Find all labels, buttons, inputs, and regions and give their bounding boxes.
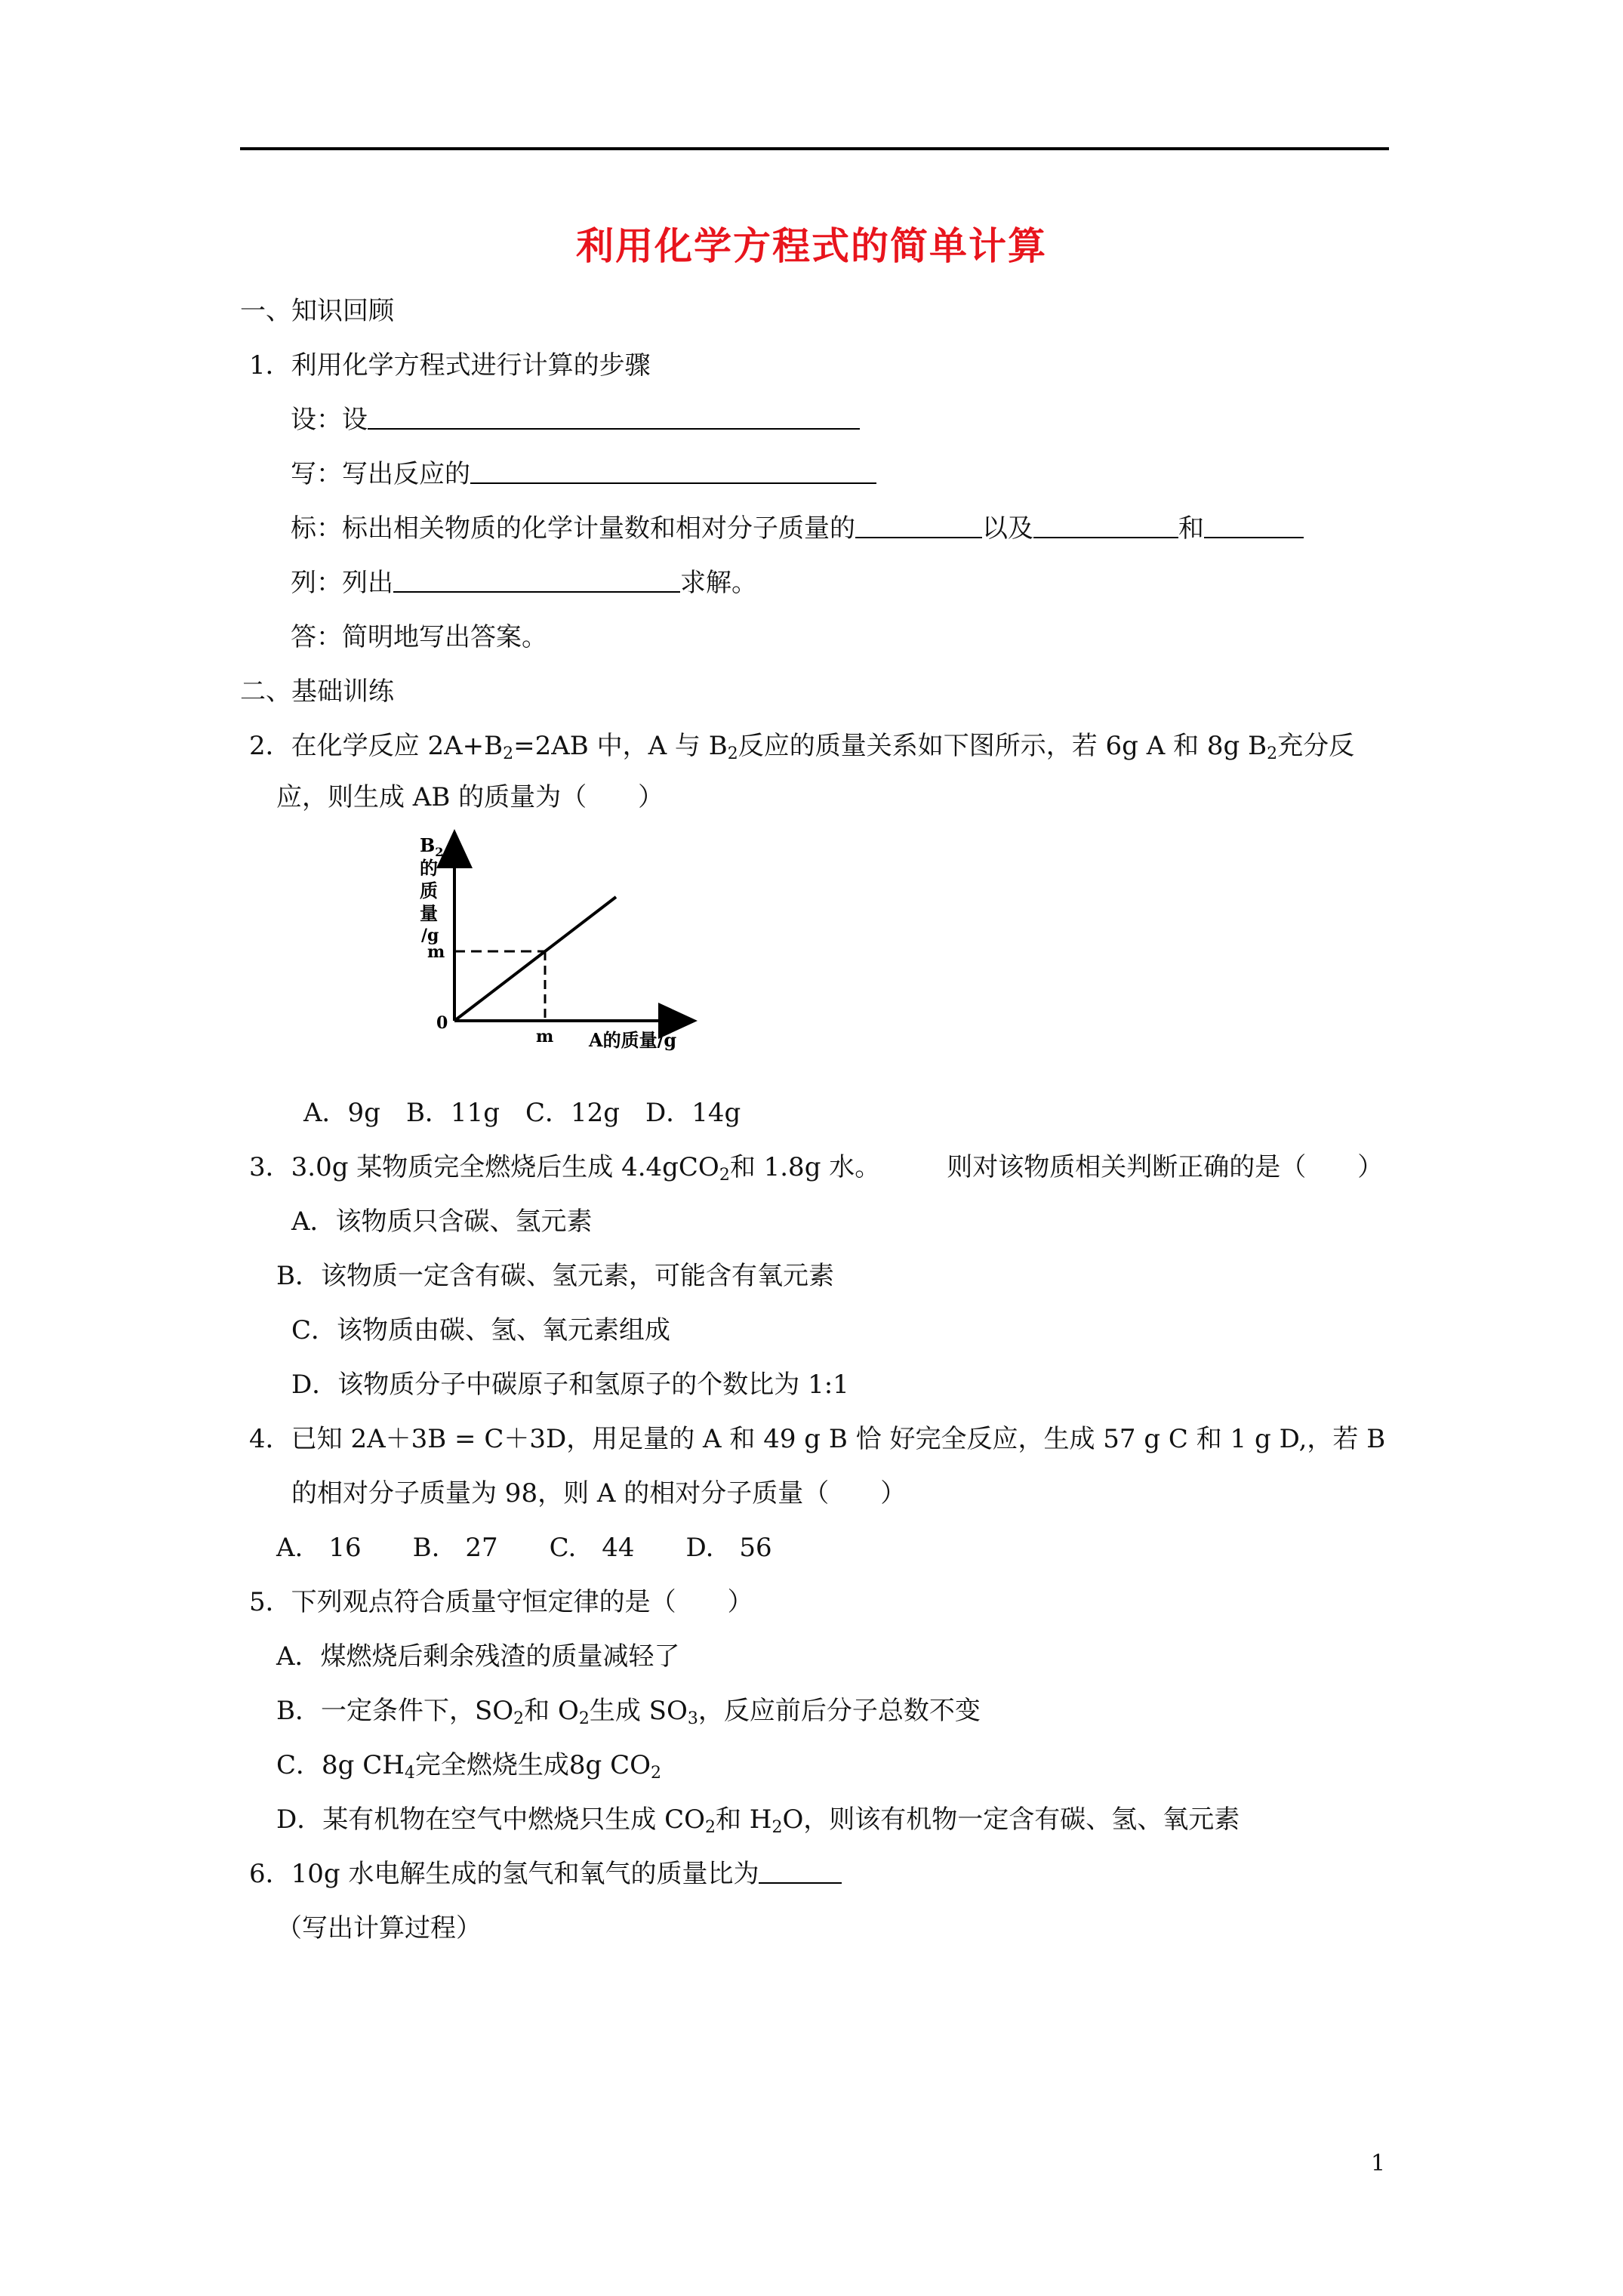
answer-blank[interactable]	[470, 460, 876, 484]
origin-label: 0	[436, 1013, 448, 1033]
answer-blank[interactable]	[759, 1860, 842, 1884]
header-rule	[240, 147, 1389, 150]
question-3-option-b: B．该物质一定含有碳、氢元素，可能含有氧元素	[276, 1261, 834, 1291]
answer-blank[interactable]	[368, 405, 860, 430]
page-number: 1	[1371, 2150, 1386, 2177]
answer-blank[interactable]	[393, 569, 680, 593]
subscript: 3	[687, 1709, 698, 1728]
question-6-text: 6．10g 水电解生成的氢气和氧气的质量比为	[249, 1859, 759, 1889]
step-set	[291, 405, 860, 435]
question-4-line-2: 的相对分子质量为 98，则 A 的相对分子质量（ ）	[291, 1478, 907, 1509]
step-list	[291, 568, 757, 598]
question-3-stem	[249, 1152, 1384, 1185]
question-5-option-b	[276, 1696, 981, 1726]
question-5-text: 生成 SO	[589, 1696, 688, 1726]
y-axis-label: 的	[420, 857, 438, 879]
question-3-text: 3．3.0g 某物质完全燃烧后生成 4.4gCO	[249, 1152, 719, 1182]
subscript: 2	[771, 1818, 783, 1837]
step-set-label: 设：设	[291, 405, 368, 435]
answer-blank[interactable]	[1204, 514, 1304, 538]
question-2-line-2: 应，则生成 AB 的质量为（ ）	[276, 782, 664, 812]
question-2-line-1	[249, 731, 1354, 761]
question-3-option-a: A．该物质只含碳、氢元素	[291, 1207, 593, 1237]
question-3-option-c: C．该物质由碳、氢、氧元素组成	[291, 1315, 671, 1345]
subscript: 2	[1267, 744, 1278, 763]
subscript: 2	[578, 1709, 590, 1728]
question-5-text: O，则该有机物一定含有碳、氢、氧元素	[782, 1804, 1240, 1835]
question-2-text: =2AB 中，A 与 B	[513, 731, 728, 761]
mass-relation-graph	[387, 823, 749, 1065]
question-6-note: （写出计算过程）	[276, 1913, 482, 1943]
subscript: 2	[719, 1166, 730, 1185]
step-mark-label: 标：标出相关物质的化学计量数和相对分子质量的	[291, 513, 855, 544]
question-4-options: A. 16 B. 27 C. 44 D. 56	[276, 1533, 772, 1563]
answer-blank[interactable]	[1033, 514, 1178, 538]
step-write	[291, 459, 876, 489]
section-heading-practice: 二、基础训练	[240, 676, 394, 707]
answer-blank[interactable]	[855, 514, 982, 538]
question-5-text: B．一定条件下，SO	[276, 1696, 514, 1726]
question-3-text: 则对该物质相关判断正确的是（ ）	[947, 1152, 1384, 1182]
question-5-text: D．某有机物在空气中燃烧只生成 CO	[276, 1804, 705, 1835]
question-5-stem: 5．下列观点符合质量守恒定律的是（ ）	[249, 1587, 753, 1617]
question-5-option-a: A．煤燃烧后剩余残渣的质量减轻了	[276, 1641, 680, 1672]
question-2-options: A．9g B．11g C．12g D．14g	[303, 1098, 741, 1128]
question-5-text: C．8g CH	[276, 1750, 405, 1780]
subscript: 4	[404, 1764, 415, 1783]
question-2-text: 2．在化学反应 2A+B	[249, 731, 504, 761]
step-mark	[291, 513, 1304, 544]
question-1-stem: 1．利用化学方程式进行计算的步骤	[249, 350, 651, 381]
question-5-text: 和 H	[715, 1804, 772, 1835]
question-6-stem	[249, 1859, 842, 1889]
question-3-text: 和 1.8g 水。	[729, 1152, 881, 1182]
y-axis-label: $B_2$	[420, 834, 444, 859]
subscript: 2	[503, 744, 514, 763]
x-axis-label: A的质量/g	[589, 1029, 677, 1051]
x-tick-label: m	[536, 1027, 554, 1046]
page-title: 利用化学方程式的简单计算	[576, 223, 1047, 268]
question-5-text: 和 O	[524, 1696, 579, 1726]
y-axis-label: 质	[420, 880, 438, 901]
question-3-option-d: D．该物质分子中碳原子和氢原子的个数比为 1:1	[291, 1370, 849, 1400]
question-2-text: 充分反	[1277, 731, 1355, 761]
step-list-label: 列：列出	[291, 568, 393, 598]
y-tick-label: m	[427, 942, 445, 962]
question-2-text: 反应的质量关系如下图所示，若 6g A 和 8g B	[738, 731, 1267, 761]
question-4-line-1: 4．已知 2A＋3B = C＋3D，用足量的 A 和 49 g B 恰 好完全反应，生成 57 g C 和 1 g D,，若 B	[249, 1424, 1386, 1454]
step-answer: 答：简明地写出答案。	[291, 622, 547, 652]
step-write-label: 写：写出反应的	[291, 459, 470, 489]
step-mark-connector: 和	[1178, 513, 1204, 544]
subscript: 2	[513, 1709, 525, 1728]
question-5-text: ，反应前后分子总数不变	[698, 1696, 981, 1726]
question-5-text: 完全燃烧生成8g CO	[414, 1750, 651, 1780]
y-axis-label: /g	[421, 926, 439, 945]
question-5-option-d	[276, 1804, 1240, 1835]
subscript: 2	[727, 744, 738, 763]
subscript: 2	[650, 1764, 661, 1783]
subscript: 2	[704, 1818, 716, 1837]
y-axis-label: 量	[420, 902, 438, 924]
step-list-suffix: 求解。	[680, 568, 757, 598]
section-heading-review: 一、知识回顾	[240, 296, 394, 326]
question-5-option-c	[276, 1750, 661, 1783]
proportional-line	[454, 897, 616, 1021]
step-mark-connector: 以及	[982, 513, 1033, 544]
